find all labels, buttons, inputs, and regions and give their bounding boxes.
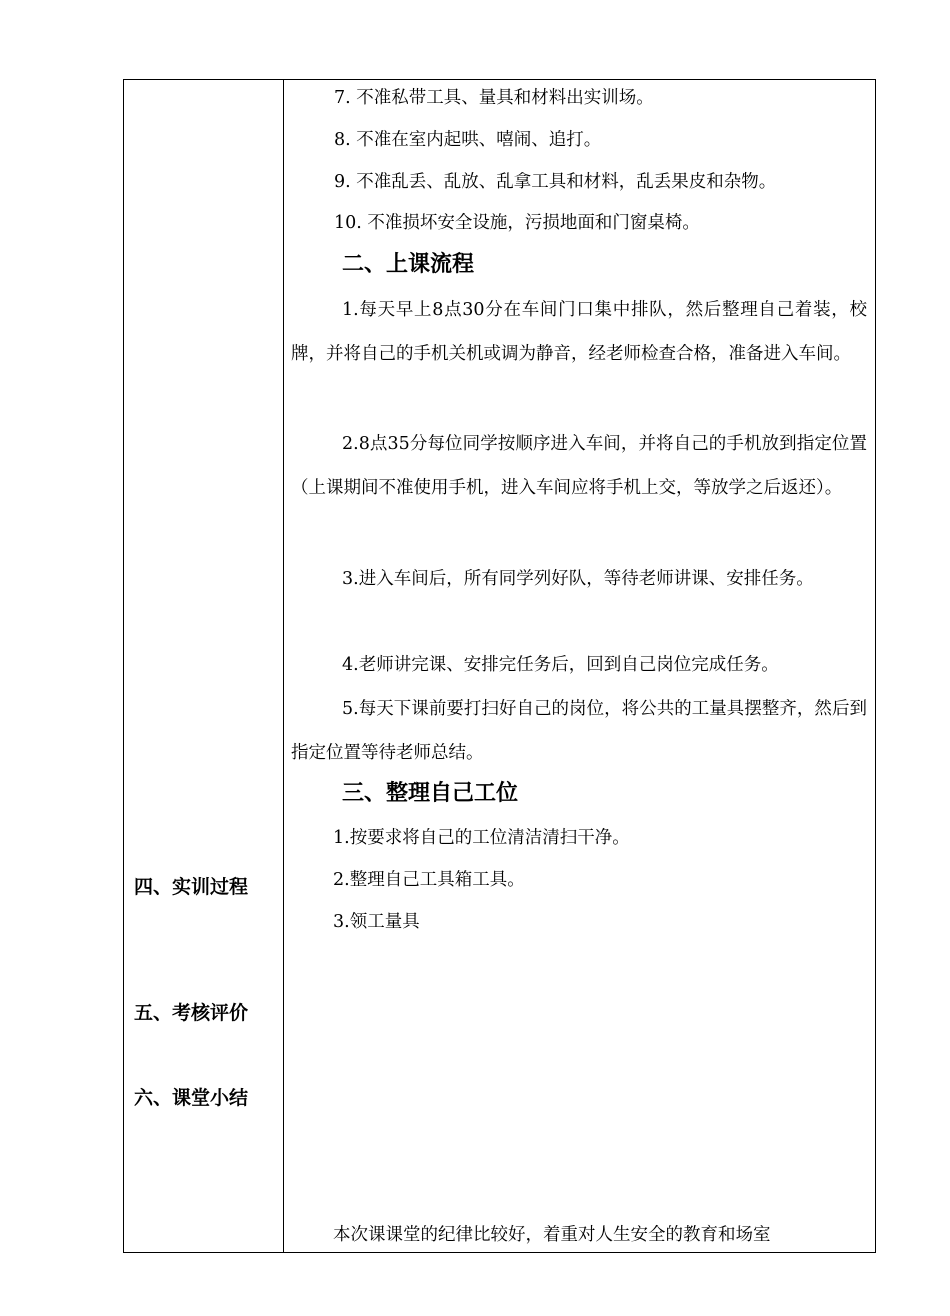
rule-item: 8. 不准在室内起哄、嘻闹、追打。: [334, 130, 602, 150]
process-item: 2.8点35分每位同学按顺序进入车间，并将自己的手机放到指定位置（上课期间不准使用手机，进入车间应将手机上交，等放学之后返还）。: [291, 434, 867, 498]
workstation-item: 1.按要求将自己的工位清洁清扫干净。: [333, 828, 630, 848]
rule-item: 7. 不准私带工具、量具和材料出实训场。: [334, 88, 654, 108]
summary-text: 本次课课堂的纪律比较好，着重对人生安全的教育和场室: [333, 1225, 771, 1245]
process-item: 1.每天早上8点30分在车间门口集中排队，然后整理自己着装，校牌，并将自己的手机关机或调为静音，经老师检查合格，准备进入车间。: [291, 300, 867, 364]
section-heading-class-process: 二、上课流程: [342, 252, 475, 277]
process-item: 5.每天下课前要打扫好自己的岗位，将公共的工量具摆整齐，然后到指定位置等待老师总结。: [291, 699, 867, 763]
process-item: 3.进入车间后，所有同学列好队，等待老师讲课、安排任务。: [342, 569, 814, 589]
label-assessment: 五、考核评价: [134, 1002, 249, 1024]
label-training-process: 四、实训过程: [134, 876, 249, 898]
rule-item: 10. 不准损坏安全设施，污损地面和门窗桌椅。: [334, 213, 700, 233]
label-summary: 六、课堂小结: [134, 1087, 249, 1109]
workstation-item: 2.整理自己工具箱工具。: [333, 870, 525, 890]
workstation-item: 3.领工量具: [333, 912, 420, 932]
process-item: 4.老师讲完课、安排完任务后，回到自己岗位完成任务。: [342, 655, 779, 675]
section-heading-workstation: 三、整理自己工位: [342, 781, 519, 806]
column-divider: [283, 79, 284, 1253]
rule-item: 9. 不准乱丢、乱放、乱拿工具和材料，乱丢果皮和杂物。: [334, 172, 777, 192]
